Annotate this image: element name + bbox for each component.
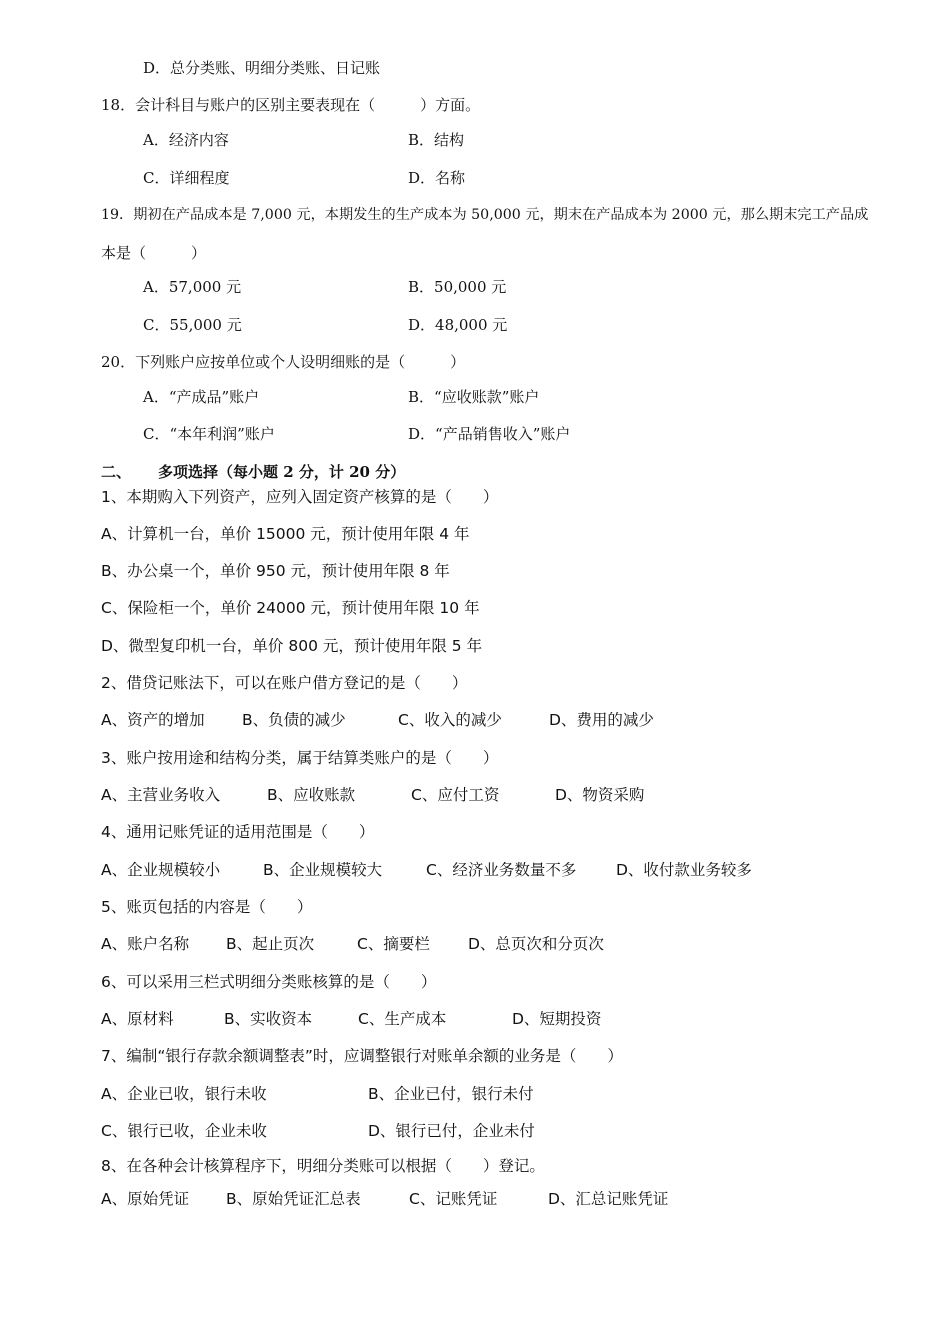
mq5-option-d: D、总页次和分页次	[468, 935, 604, 953]
q18-option-c: C．详细程度	[143, 169, 230, 187]
q20-stem: 20．下列账户应按单位或个人设明细账的是（ ）	[101, 353, 466, 371]
mq8-option-a: A、原始凭证	[101, 1190, 190, 1208]
mq7-option-b: B、企业已付，银行未付	[368, 1085, 534, 1103]
mq8-option-b: B、原始凭证汇总表	[226, 1190, 361, 1208]
mq2-option-a: A、资产的增加	[101, 711, 205, 729]
mq6-option-b: B、实收资本	[224, 1010, 313, 1028]
mq2-stem: 2、借贷记账法下，可以在账户借方登记的是（ ）	[101, 674, 468, 692]
mq6-option-d: D、短期投资	[512, 1010, 602, 1028]
mq1-option-a: A、计算机一台，单价 15000 元，预计使用年限 4 年	[101, 525, 470, 543]
mq3-option-a: A、主营业务收入	[101, 786, 221, 804]
mq5-option-a: A、账户名称	[101, 935, 190, 953]
mq2-option-b: B、负债的减少	[242, 711, 346, 729]
q19-option-c: C．55,000 元	[143, 316, 242, 334]
mq4-option-a: A、企业规模较小	[101, 861, 221, 879]
mq5-stem: 5、账页包括的内容是（ ）	[101, 898, 313, 916]
mq3-option-c: C、应付工资	[411, 786, 500, 804]
q19-stem-line1: 19．期初在产品成本是 7,000 元，本期发生的生产成本为 50,000 元，期末在产品成本为 2000 元，那么期末完工产品成	[101, 207, 869, 223]
q19-option-a: A．57,000 元	[143, 278, 242, 296]
mq3-option-d: D、物资采购	[555, 786, 645, 804]
mq6-stem: 6、可以采用三栏式明细分类账核算的是（ ）	[101, 973, 437, 991]
section-title: 多项选择（每小题 2 分，计 20 分）	[158, 463, 406, 481]
mq2-option-d: D、费用的减少	[549, 711, 654, 729]
mq7-option-c: C、银行已收，企业未收	[101, 1122, 267, 1140]
q18-option-a: A．经济内容	[143, 131, 229, 149]
mq1-stem: 1、本期购入下列资产，应列入固定资产核算的是（ ）	[101, 488, 499, 506]
mq8-option-c: C、记账凭证	[409, 1190, 498, 1208]
q18-stem: 18．会计科目与账户的区别主要表现在（ ）方面。	[101, 96, 481, 114]
mq2-option-c: C、收入的减少	[398, 711, 502, 729]
q20-option-d: D．“产品销售收入”账户	[408, 425, 571, 443]
section-number: 二、	[101, 463, 132, 481]
mq7-option-d: D、银行已付，企业未付	[368, 1122, 535, 1140]
mq5-option-b: B、起止页次	[226, 935, 315, 953]
q18-option-b: B．结构	[408, 131, 465, 149]
mq1-option-d: D、微型复印机一台，单价 800 元，预计使用年限 5 年	[101, 637, 483, 655]
mq4-option-b: B、企业规模较大	[263, 861, 383, 879]
mq7-option-a: A、企业已收，银行未收	[101, 1085, 267, 1103]
mq6-option-a: A、原材料	[101, 1010, 174, 1028]
mq3-option-b: B、应收账款	[267, 786, 356, 804]
q19-stem-line2: 本是（ ）	[101, 244, 207, 262]
mq7-stem: 7、编制“银行存款余额调整表”时，应调整银行对账单余额的业务是（ ）	[101, 1047, 623, 1065]
mq4-option-c: C、经济业务数量不多	[426, 861, 577, 879]
mq8-option-d: D、汇总记账凭证	[548, 1190, 669, 1208]
mq6-option-c: C、生产成本	[358, 1010, 447, 1028]
q19-option-d: D．48,000 元	[408, 316, 508, 334]
q20-option-c: C．“本年利润”账户	[143, 425, 275, 443]
mq1-option-b: B、办公桌一个，单价 950 元，预计使用年限 8 年	[101, 562, 450, 580]
q17-option-d: D．总分类账、明细分类账、日记账	[143, 59, 381, 77]
mq1-option-c: C、保险柜一个，单价 24000 元，预计使用年限 10 年	[101, 599, 480, 617]
mq3-stem: 3、账户按用途和结构分类，属于结算类账户的是（ ）	[101, 749, 499, 767]
q19-option-b: B．50,000 元	[408, 278, 507, 296]
mq4-option-d: D、收付款业务较多	[616, 861, 752, 879]
q20-option-b: B．“应收账款”账户	[408, 388, 540, 406]
mq4-stem: 4、通用记账凭证的适用范围是（ ）	[101, 823, 375, 841]
mq8-stem: 8、在各种会计核算程序下，明细分类账可以根据（ ）登记。	[101, 1157, 545, 1175]
q20-option-a: A．“产成品”账户	[143, 388, 260, 406]
mq5-option-c: C、摘要栏	[357, 935, 430, 953]
q18-option-d: D．名称	[408, 169, 466, 187]
